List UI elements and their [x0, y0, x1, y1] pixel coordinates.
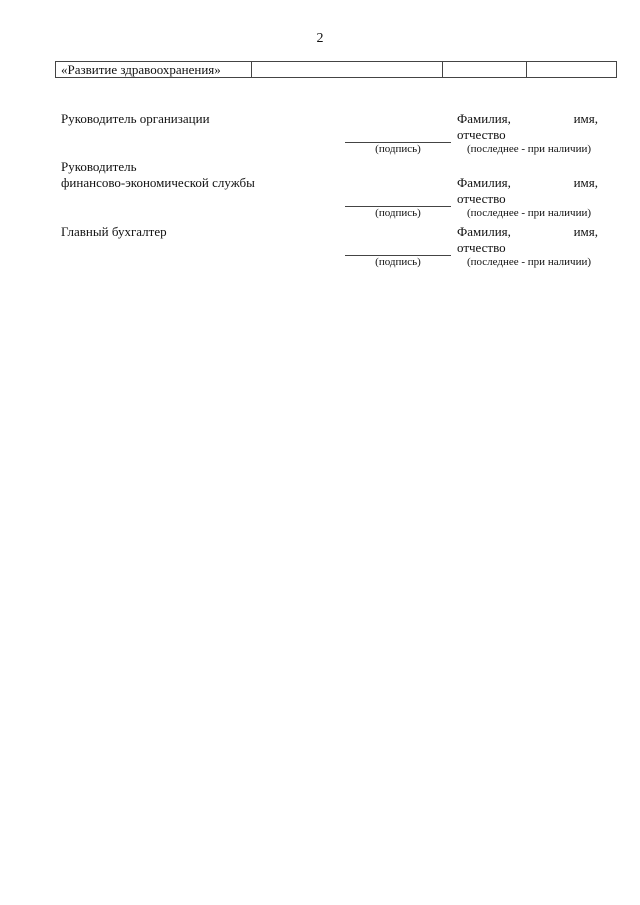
signature-block-accountant — [61, 224, 601, 274]
full-name-placeholder: Фамилия, имя, отчество — [457, 175, 598, 206]
full-name-caption: (последнее - при наличии) — [466, 256, 592, 268]
full-name-caption: (последнее - при наличии) — [466, 143, 592, 155]
signature-block-finance — [61, 159, 601, 225]
table-cell — [252, 62, 443, 78]
full-name-caption: (последнее - при наличии) — [466, 207, 592, 219]
signature-block-head — [61, 111, 601, 161]
role-title: Руководитель финансово-экономической службы — [61, 159, 255, 190]
page-number: 2 — [316, 31, 324, 46]
signature-caption: (подпись) — [375, 143, 421, 155]
table-row — [56, 62, 617, 78]
table-cell — [527, 62, 617, 78]
role-title: Главный бухгалтер — [61, 224, 167, 239]
signature-caption: (подпись) — [375, 207, 421, 219]
program-table — [55, 61, 617, 78]
table-cell-program: «Развитие здравоохранения» — [56, 62, 252, 78]
table-cell — [443, 62, 527, 78]
full-name-placeholder: Фамилия, имя, отчество — [457, 111, 598, 142]
role-title: Руководитель организации — [61, 111, 210, 126]
signature-caption: (подпись) — [375, 256, 421, 268]
full-name-placeholder: Фамилия, имя, отчество — [457, 224, 598, 255]
